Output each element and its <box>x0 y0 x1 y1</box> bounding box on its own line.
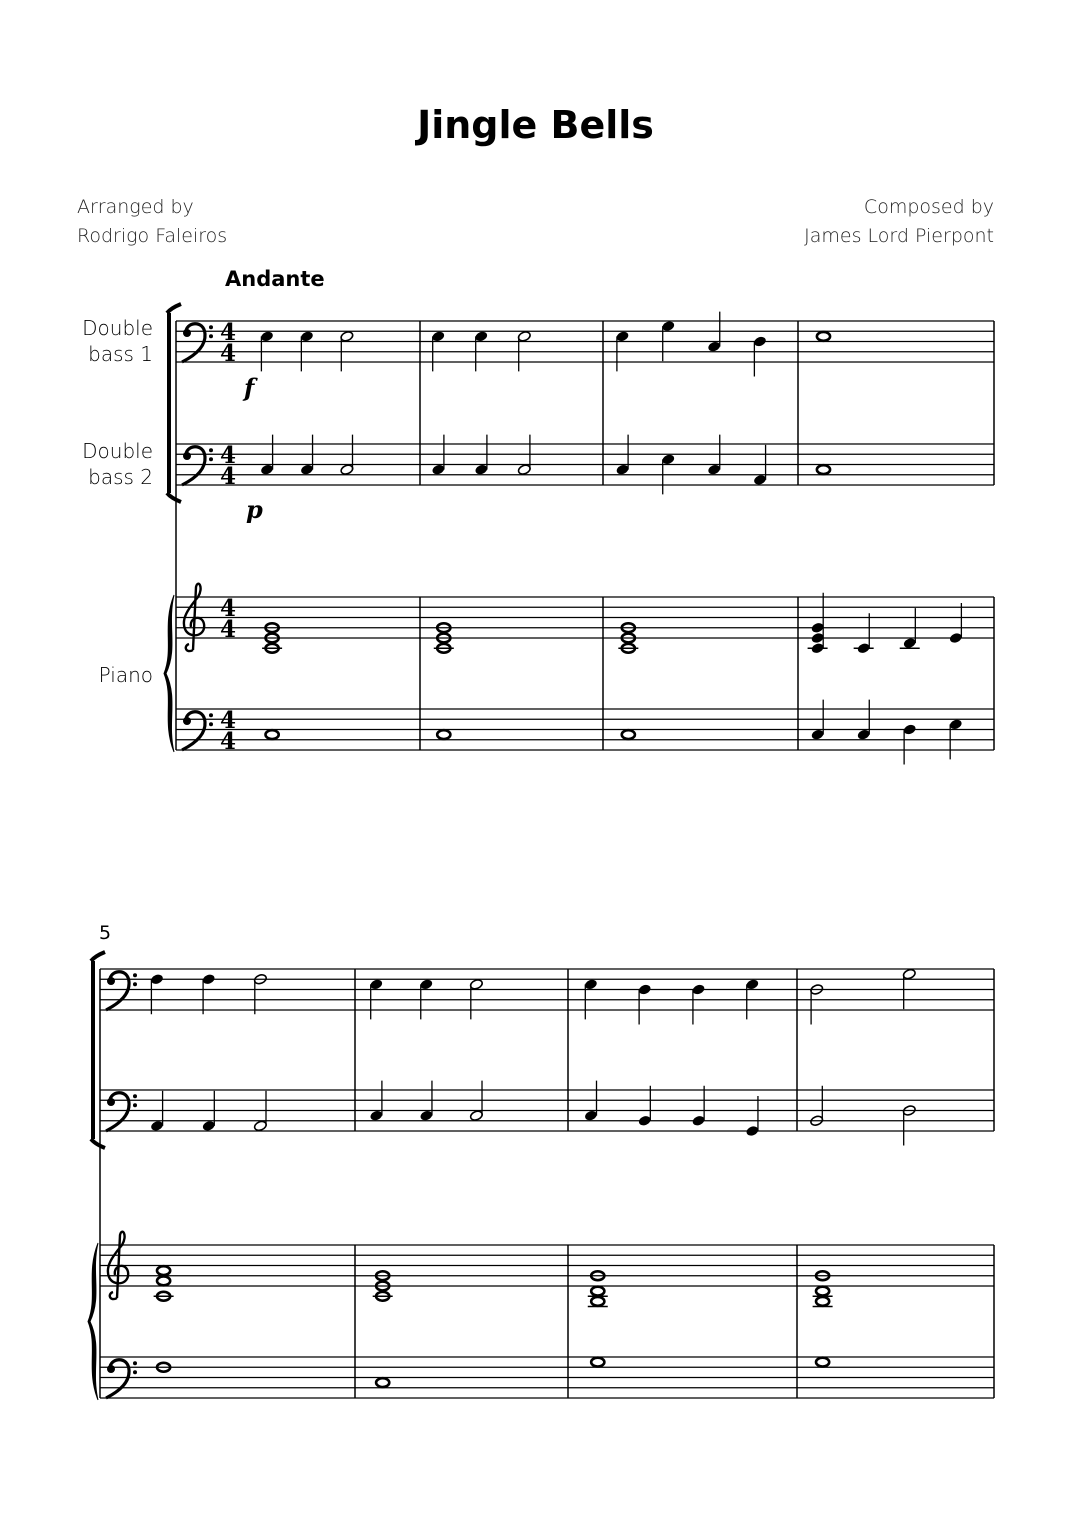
bass-clef-dot <box>133 1103 137 1107</box>
time-signature-bottom: 4 <box>220 616 237 643</box>
arranger-label: Arranged by <box>77 196 194 218</box>
bass-clef-dot <box>133 982 137 986</box>
whole-note-head <box>157 1276 170 1285</box>
time-signature-top: 4 <box>220 319 237 346</box>
bass-clef-icon <box>107 1365 115 1373</box>
arranger-name: Rodrigo Faleiros <box>77 225 228 247</box>
bass-clef-dot <box>133 1370 137 1374</box>
measure-number: 5 <box>99 922 112 944</box>
bass-clef-dot <box>133 1094 137 1098</box>
bass-clef-icon <box>183 452 191 460</box>
bass-clef-dot <box>133 1361 137 1365</box>
part-label-line: Double <box>82 316 153 340</box>
bracket-double-basses <box>91 952 105 1148</box>
brace-piano <box>164 595 174 752</box>
bass-clef-icon <box>183 329 191 337</box>
whole-note-head <box>591 1297 604 1306</box>
part-label-line: bass 1 <box>88 342 153 366</box>
bass-clef-icon <box>107 977 115 985</box>
dynamic-piano: p <box>246 495 263 524</box>
whole-note-head <box>591 1287 604 1296</box>
time-signature-top: 4 <box>220 595 237 622</box>
bass-clef-dot <box>209 457 213 461</box>
brace-piano <box>88 1243 98 1400</box>
time-signature-bottom: 4 <box>220 728 237 755</box>
part-label-piano: Piano <box>98 663 153 687</box>
whole-note-head <box>622 730 635 739</box>
bracket-double-basses <box>167 304 181 502</box>
whole-note-head <box>816 1287 829 1296</box>
bass-clef-dot <box>209 334 213 338</box>
whole-note-head <box>591 1358 604 1367</box>
whole-note-head <box>817 465 830 474</box>
bass-clef-dot <box>209 448 213 452</box>
dynamic-forte: f <box>244 373 255 402</box>
whole-note-head <box>437 730 450 739</box>
score-title: Jingle Bells <box>417 103 654 147</box>
time-signature-top: 4 <box>220 442 237 469</box>
whole-note-head <box>816 1297 829 1306</box>
bass-clef-dot <box>209 325 213 329</box>
whole-note-head <box>266 730 279 739</box>
whole-note-head <box>376 1378 389 1387</box>
tempo-marking: Andante <box>225 267 325 291</box>
time-signature-bottom: 4 <box>220 463 237 490</box>
time-signature-bottom: 4 <box>220 340 237 367</box>
composer-name: James Lord Pierpont <box>804 225 994 247</box>
part-label-line: Double <box>82 439 153 463</box>
bass-clef-icon <box>107 1098 115 1106</box>
bass-clef-dot <box>209 722 213 726</box>
time-signature-top: 4 <box>220 707 237 734</box>
bass-clef-dot <box>209 713 213 717</box>
whole-note-head <box>157 1266 170 1275</box>
whole-note-head <box>816 1358 829 1367</box>
composer-label: Composed by <box>863 196 994 218</box>
bass-clef-dot <box>133 973 137 977</box>
bass-clef-icon <box>183 717 191 725</box>
part-label-line: bass 2 <box>88 465 153 489</box>
whole-note-head <box>817 332 830 341</box>
